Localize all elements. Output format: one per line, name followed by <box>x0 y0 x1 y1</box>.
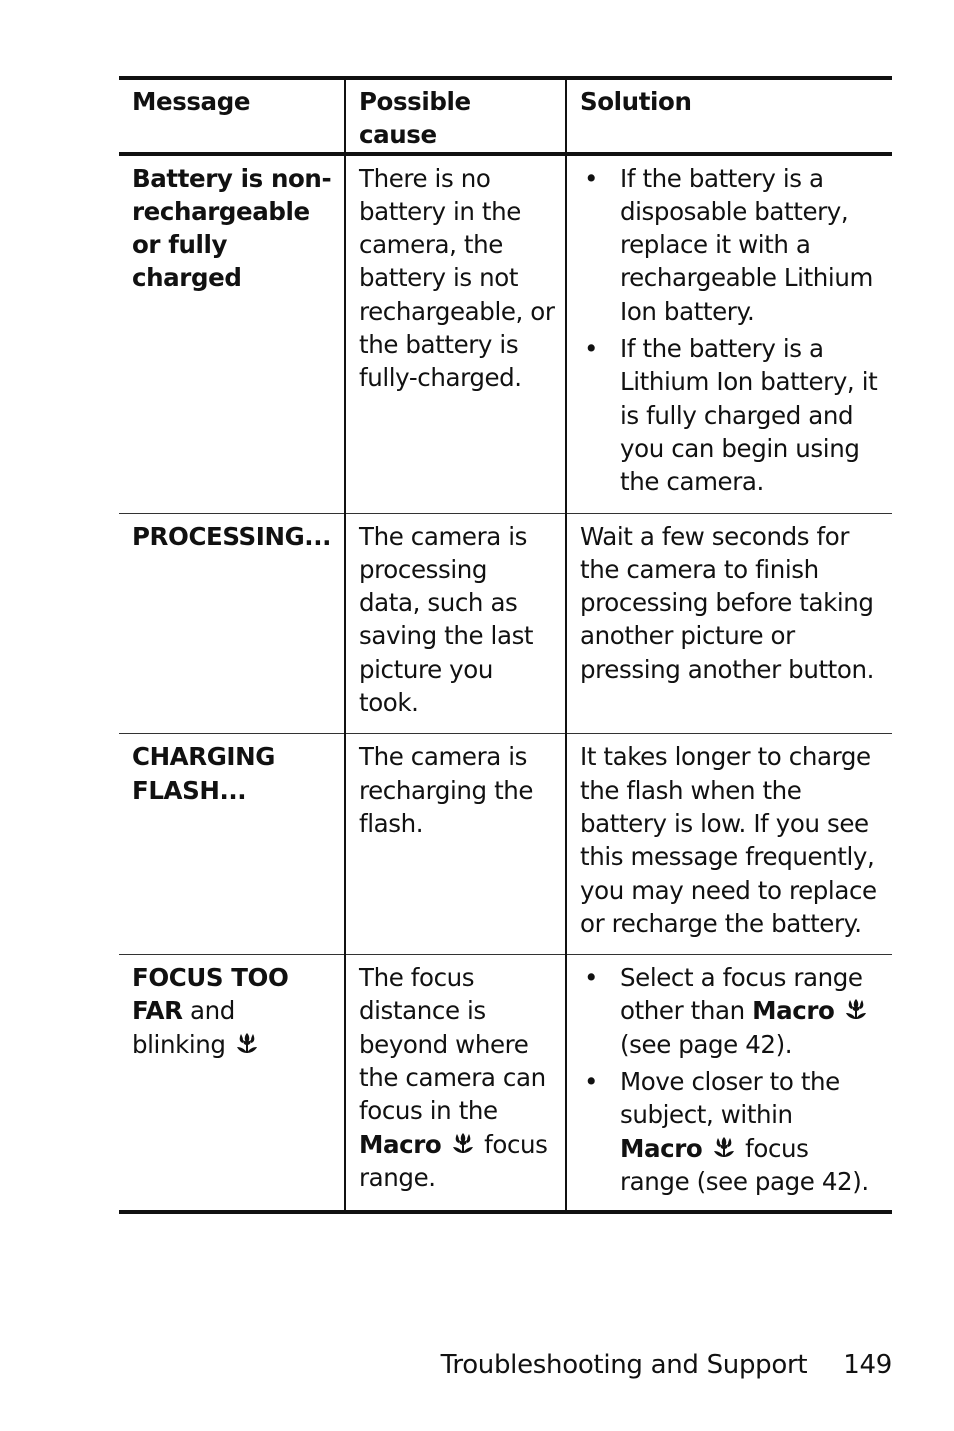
solution-bullet-item <box>580 1065 882 1198</box>
message-cell <box>119 513 345 734</box>
solution-bullet-text: If the battery is a Lithium Ion battery, it is fully charged and you can begin using the camera. <box>620 334 878 497</box>
solution-bullet-text: Move closer to the subject, within <box>620 1067 840 1130</box>
macro-term: Macro <box>620 1133 703 1163</box>
message-extra-text: and blinking <box>132 996 235 1059</box>
cause-cell: The camera is processing data, such as saving the last picture you took. <box>345 513 566 734</box>
macro-flower-icon <box>712 1135 736 1161</box>
solution-cell <box>566 154 892 513</box>
table-row <box>119 154 892 513</box>
solution-cell: It takes longer to charge the flash when the battery is low. If you see this message frequently, you may need to replace or recharge the battery. <box>566 734 892 955</box>
solution-cell: Wait a few seconds for the camera to finish processing before taking another picture or pressing another button. <box>566 513 892 734</box>
table-row <box>119 734 892 955</box>
solution-bullet-item <box>580 332 882 498</box>
cause-cell: The camera is recharging the flash. <box>345 734 566 955</box>
header-possible-cause: Possible cause <box>345 78 566 154</box>
solution-list <box>580 961 882 1198</box>
message-text: Battery is non-rechargeable or fully charged <box>132 163 332 293</box>
solution-bullet-item <box>580 162 882 328</box>
message-cell <box>119 734 345 955</box>
cause-cell <box>345 955 566 1213</box>
message-text: PROCESSING... <box>132 521 332 551</box>
table-header-row <box>119 78 892 154</box>
message-text: FOCUS TOO FAR <box>132 963 289 1026</box>
macro-term: Macro <box>752 996 835 1026</box>
macro-flower-icon <box>235 1031 259 1057</box>
macro-flower-icon <box>844 997 868 1023</box>
bullet-icon: • <box>584 1067 599 1097</box>
macro-term: Macro <box>359 1129 442 1159</box>
bullet-icon: • <box>584 163 599 193</box>
solution-cell <box>566 955 892 1213</box>
page-footer <box>441 1348 892 1382</box>
troubleshooting-table <box>119 76 892 1214</box>
header-solution: Solution <box>566 78 892 154</box>
cause-cell: There is no battery in the camera, the battery is not rechargeable, or the battery is fully-charged. <box>345 154 566 513</box>
table-row <box>119 513 892 734</box>
page-number: 149 <box>843 1350 892 1380</box>
message-cell <box>119 154 345 513</box>
cause-text: The focus distance is beyond where the camera can focus in the <box>359 963 546 1126</box>
solution-list <box>580 162 882 499</box>
table-row <box>119 955 892 1213</box>
solution-bullet-text: focus range (see page 42). <box>620 1133 869 1196</box>
header-message: Message <box>119 78 345 154</box>
cause-text: focus range. <box>359 1129 548 1192</box>
bullet-icon: • <box>584 334 599 364</box>
solution-bullet-text: (see page 42). <box>620 1029 793 1059</box>
message-text: CHARGING FLASH... <box>132 742 275 805</box>
solution-bullet-text: Select a focus range other than <box>620 963 863 1026</box>
solution-bullet-item <box>580 961 882 1061</box>
footer-section-title: Troubleshooting and Support <box>440 1350 808 1380</box>
bullet-icon: • <box>584 963 599 993</box>
message-cell <box>119 955 345 1213</box>
macro-flower-icon <box>451 1131 475 1157</box>
solution-bullet-text: If the battery is a disposable battery, replace it with a rechargeable Lithium Ion battery. <box>620 163 873 326</box>
